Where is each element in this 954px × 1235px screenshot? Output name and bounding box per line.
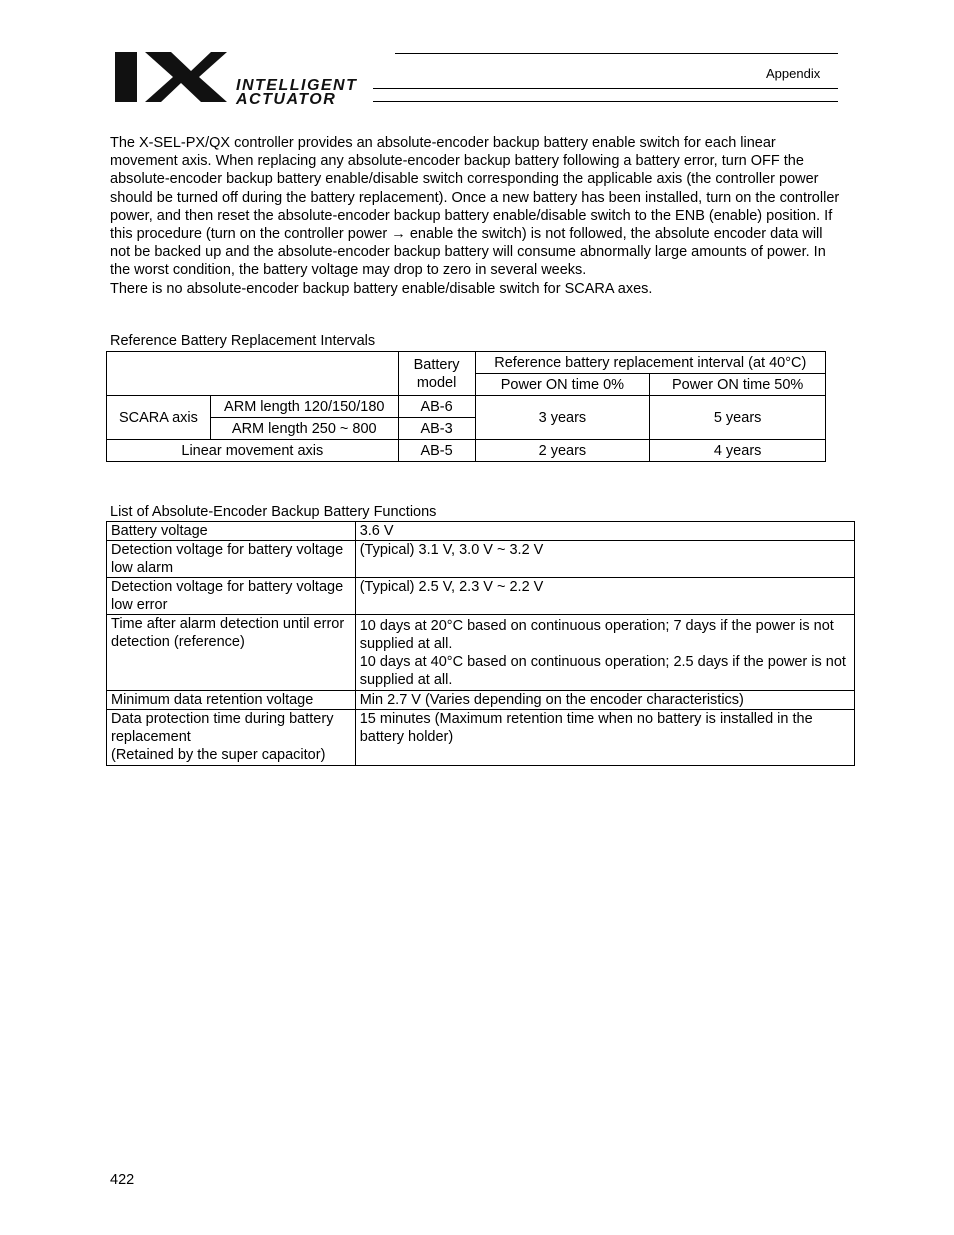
fn-label: Time after alarm detection until error detection (reference) [107, 615, 356, 691]
ref-linear-interval0: 2 years [475, 440, 650, 462]
header-rule-top [395, 53, 838, 54]
ref-arm2-label: ARM length 250 ~ 800 [210, 418, 398, 440]
ref-arm2-model: AB-3 [398, 418, 475, 440]
ref-scara-label: SCARA axis [107, 396, 211, 440]
ref-table-caption: Reference Battery Replacement Intervals [110, 333, 376, 349]
body-text [110, 134, 845, 298]
fn-label [107, 710, 356, 766]
section-title: Appendix [766, 66, 821, 81]
table-row [107, 578, 855, 615]
ref-linear-model: AB-5 [398, 440, 475, 462]
brand-intelligent: INTELLIGENT [236, 77, 358, 94]
fn-value: 15 minutes (Maximum retention time when no battery is installed in the battery holder) [355, 710, 854, 766]
ref-header-battery-model: Battery model [398, 352, 475, 396]
ref-linear-label: Linear movement axis [107, 440, 399, 462]
ref-header-power50: Power ON time 50% [650, 374, 826, 396]
fn-value [355, 615, 854, 691]
ref-arm1-model: AB-6 [398, 396, 475, 418]
fn-label: Detection voltage for battery voltage low error [107, 578, 356, 615]
table-row [107, 691, 855, 710]
fn-value-line2: 10 days at 40°C based on continuous operation; 2.5 days if the power is not supplied at all. [359, 654, 846, 688]
fn-label-line2: (Retained by the super capacitor) [111, 747, 326, 763]
fn-label-line1: Data protection time during battery replacement [111, 711, 334, 745]
fn-value: (Typical) 2.5 V, 2.3 V ~ 2.2 V [355, 578, 854, 615]
fn-table-caption: List of Absolute-Encoder Backup Battery Functions [110, 504, 437, 520]
paragraph-2: There is no absolute-encoder backup battery enable/disable switch for SCARA axes. [110, 280, 653, 297]
table-row [107, 615, 855, 691]
brand-actuator: ACTUATOR [236, 91, 337, 108]
fn-label: Minimum data retention voltage [107, 691, 356, 710]
fn-label: Battery voltage [107, 522, 356, 541]
table-row [107, 522, 855, 541]
header-rule-middle [373, 88, 838, 89]
fn-label: Detection voltage for battery voltage low alarm [107, 541, 356, 578]
ref-linear-interval50: 4 years [650, 440, 826, 462]
page-number: 422 [110, 1172, 135, 1188]
fn-value: (Typical) 3.1 V, 3.0 V ~ 3.2 V [355, 541, 854, 578]
ref-scara-interval50: 5 years [650, 396, 826, 440]
ref-arm1-label: ARM length 120/150/180 [210, 396, 398, 418]
ref-header-interval: Reference battery replacement interval (at 40°C) [475, 352, 825, 374]
paragraph-1: The X-SEL-PX/QX controller provides an absolute-encoder backup battery enable switch for each linear movement axis. When replacing any absolute-encoder backup battery following a battery error, turn OFF the absolute-encoder backup battery enable/disable switch corresponding the applicable axis (the controller power should be turned off during the battery replacement). Once a new battery has been installed, turn on the controller power, and then reset the absolute-encoder backup battery enable/disable switch to the ENB (enable) position. If this procedure (turn on the controller power → enable the switch) is not followed, the absolute encoder data will not be backed up and the absolute-encoder backup battery will consume abnormally large amounts of power. In the worst condition, the battery voltage may drop to zero in several weeks. [110, 135, 840, 279]
fn-value: 3.6 V [355, 522, 854, 541]
fn-table [106, 521, 855, 766]
ref-table [106, 351, 826, 462]
ref-header-blank [107, 352, 399, 396]
table-row [107, 710, 855, 766]
fn-value: Min 2.7 V (Varies depending on the encoder characteristics) [355, 691, 854, 710]
table-row [107, 541, 855, 578]
ref-header-power0: Power ON time 0% [475, 374, 650, 396]
header-rule-bottom [373, 101, 838, 102]
fn-value-line1: 10 days at 20°C based on continuous operation; 7 days if the power is not supplied at all. [359, 618, 834, 652]
ref-scara-interval0: 3 years [475, 396, 650, 440]
